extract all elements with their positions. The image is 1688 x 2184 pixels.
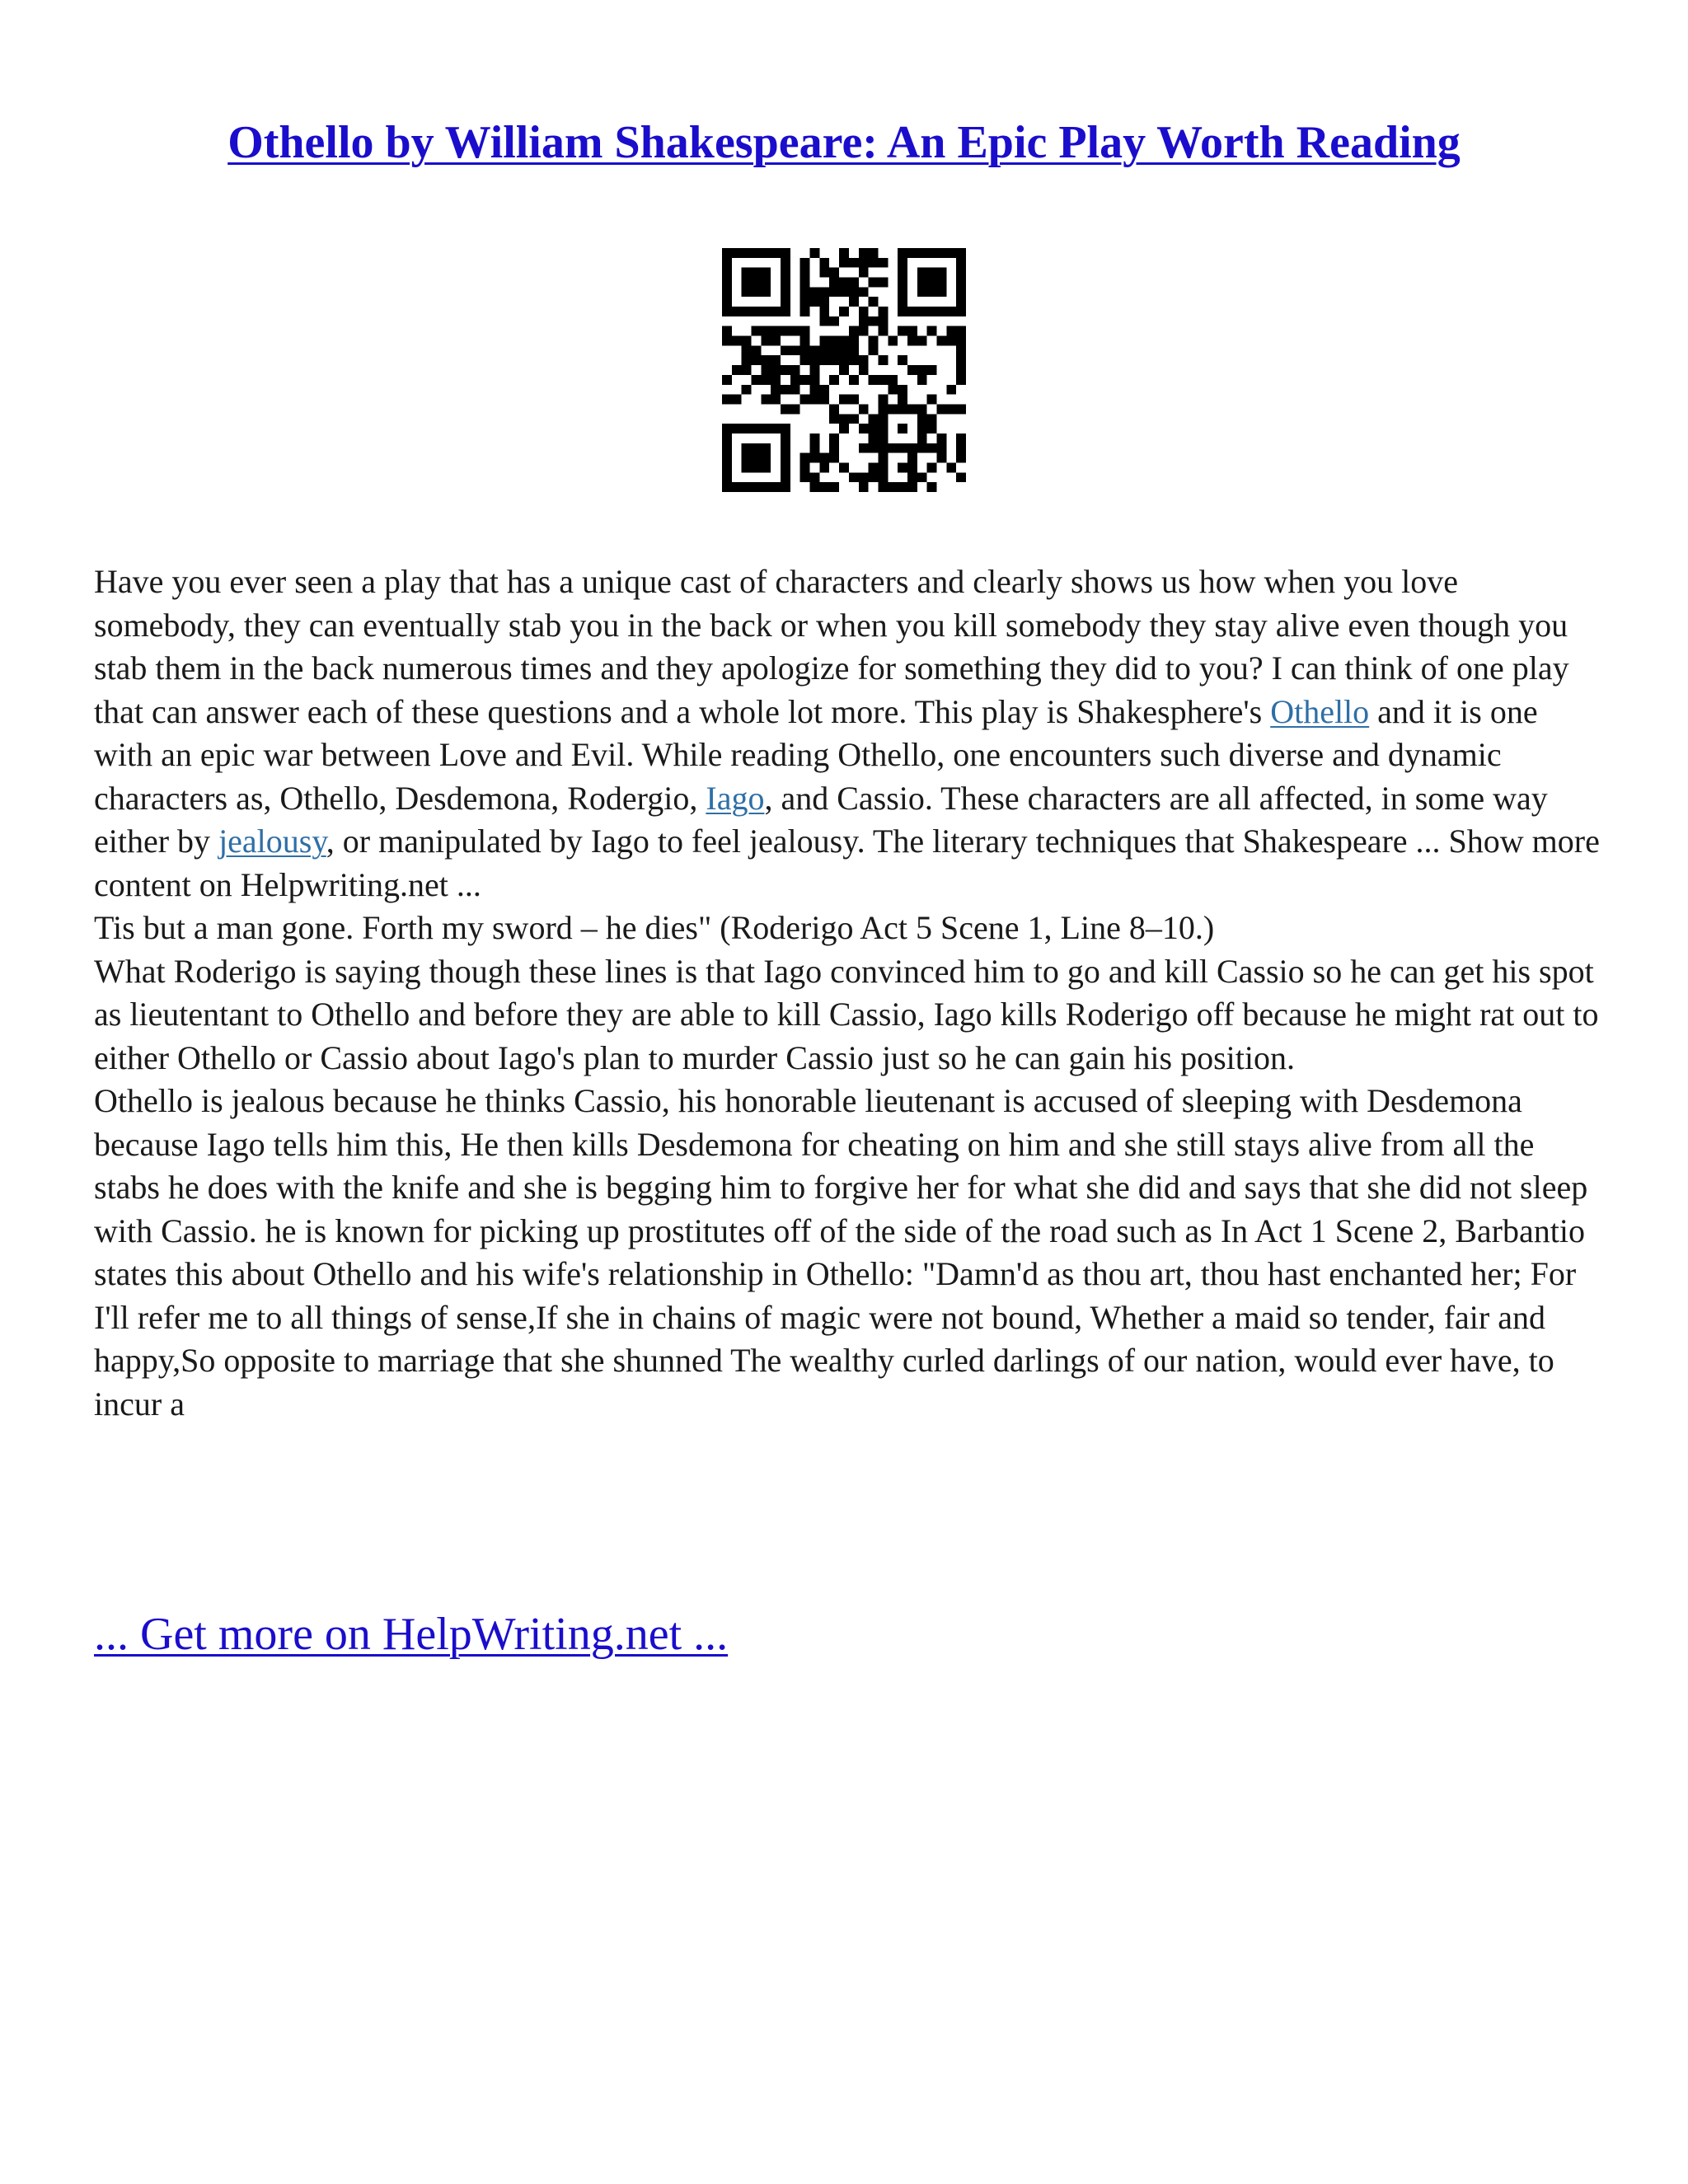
qr-code-icon[interactable] bbox=[722, 248, 966, 492]
iago-link[interactable]: Iago bbox=[706, 779, 765, 817]
paragraph-intro-text-1: Have you ever seen a play that has a unique cast of characters and clearly shows us how when you love somebody, they can eventually stab you in the back or when you kill somebody they stay alive even though you stab them in the back numerous times and they apologize for something they did to you? I can think of one play that can answer each of these questions and a whole lot more. This play is Shakesphere's bbox=[94, 563, 1569, 730]
paragraph-intro-text-4: , or manipulated by Iago to feel jealousy. The literary techniques that Shakespeare ... Show more content on Helpwriting.net ... bbox=[94, 823, 1600, 903]
get-more-link[interactable]: ... Get more on HelpWriting.net ... bbox=[94, 1609, 729, 1660]
paragraph-intro bbox=[94, 560, 1602, 907]
paragraph-intro-text-3: , and Cassio. These characters are all affected, in some way either by bbox=[94, 779, 1548, 860]
paragraph-intro-text-2: and it is one with an epic war between Love and Evil. While reading Othello, one encounters such diverse and dynamic characters as, Othello, Desdemona, Rodergio, bbox=[94, 692, 1538, 817]
paragraph-roderigo: What Roderigo is saying though these lines is that Iago convinced him to go and kill Cassio so he can get his spot as lieutentant to Othello and before they are able to kill Cassio, Iago kills Roderigo off because he might rat out to either Othello or Cassio about Iago's plan to murder Cassio just so he can gain his position. bbox=[94, 952, 1599, 1076]
more-link-line bbox=[94, 1605, 728, 1663]
article-body bbox=[94, 560, 1602, 1426]
title-link[interactable]: Othello by William Shakespeare: An Epic Play Worth Reading bbox=[227, 117, 1461, 168]
othello-link[interactable]: Othello bbox=[1270, 692, 1370, 730]
paragraph-quote: Tis but a man gone. Forth my sword – he dies" (Roderigo Act 5 Scene 1, Line 8–10.) bbox=[94, 909, 1215, 946]
jealousy-link[interactable]: jealousy bbox=[218, 823, 326, 860]
page-title bbox=[0, 114, 1688, 171]
paragraph-othello-jealousy: Othello is jealous because he thinks Cassio, his honorable lieutenant is accused of sleeping with Desdemona because Iago tells him this, He then kills Desdemona for cheating on him and she still stays alive from all the stabs he does with the knife and she is begging him to forgive her for what she did and says that she did not sleep with Cassio. he is known for picking up prostitutes off of the side of the road such as In Act 1 Scene 2, Barbantio states this about Othello and his wife's relationship in Othello: "Damn'd as thou art, thou hast enchanted her; For I'll refer me to all things of sense,If she in chains of magic were not bound, Whether a maid so tender, fair and happy,So opposite to marriage that she shunned The wealthy curled darlings of our nation, would ever have, to incur a bbox=[94, 1082, 1588, 1422]
